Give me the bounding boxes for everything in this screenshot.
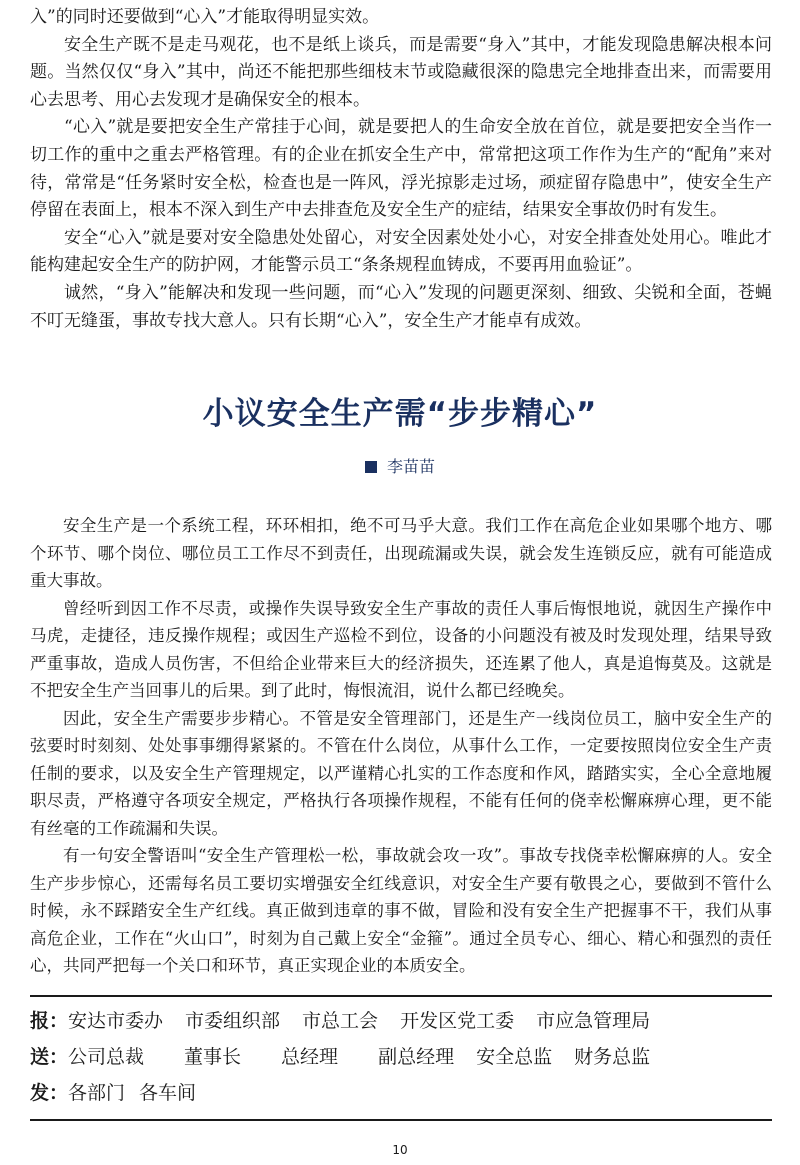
recipient: 市应急管理局	[536, 1010, 651, 1032]
issue-to-row	[30, 1075, 772, 1111]
recipient: 各车间	[139, 1082, 197, 1104]
article-body	[30, 512, 772, 980]
recipient: 安全总监	[476, 1046, 553, 1068]
recipient: 董事长	[184, 1046, 242, 1068]
send-to-row	[30, 1039, 772, 1075]
square-bullet-icon	[365, 461, 377, 473]
report-to-row	[30, 1003, 772, 1039]
paragraph: 有一句安全警语叫“安全生产管理松一松，事故就会攻一攻”。事故专找侥幸松懈麻痹的人。安全生产步步惊心，还需每名员工要切实增强安全红线意识，对安全生产要有敬畏之心，要做到不管什么时候，永不踩踏安全生产红线。真正做到违章的事不做，冒险和没有安全生产把握事不干，我们从事高危企业，工作在“火山口”，时刻为自己戴上安全“金箍”。通过全员专心、细心、精心和强烈的责任心，共同严把每一个关口和环节，真正实现企业的本质安全。	[30, 846, 772, 975]
previous-article	[30, 4, 772, 335]
recipient: 各部门	[68, 1082, 126, 1104]
report-label: 报：	[30, 1010, 69, 1032]
article-title: 小议安全生产需“步步精心”	[202, 396, 598, 432]
paragraph: 入”的同时还要做到“心入”才能取得明显实效。	[30, 7, 380, 27]
recipient: 副总经理	[378, 1046, 455, 1068]
recipient: 安达市委办	[68, 1010, 164, 1032]
paragraph: 因此，安全生产需要步步精心。不管是安全管理部门，还是生产一线岗位员工，脑中安全生产的弦要时时刻刻、处处事事绷得紧紧的。不管在什么岗位，从事什么工作，一定要按照岗位安全生产责任制的要求，以及安全生产管理规定，以严谨精心扎实的工作态度和作风，踏踏实实，全心全意地履职尽责，严格遵守各项安全规定，严格执行各项操作规程，不能有任何的侥幸松懈麻痹心理，更不能有丝毫的工作疏漏和失误。	[30, 708, 772, 838]
page-number: 10	[392, 1143, 408, 1157]
recipient: 市总工会	[302, 1010, 379, 1032]
paragraph: 曾经听到因工作不尽责，或操作失误导致安全生产事故的责任人事后悔恨地说，就因生产操作中马虎，走捷径，违反操作规程；或因生产巡检不到位，设备的小问题没有被及时发现处理，结果导致严重事故，造成人员伤害，不但给企业带来巨大的经济损失，还连累了他人，真是追悔莫及。这就是不把安全生产当回事儿的后果。到了此时，悔恨流泪，说什么都已经晚矣。	[30, 598, 772, 700]
paragraph: 安全“心入”就是要对安全隐患处处留心，对安全因素处处小心，对安全排查处处用心。唯此才能构建起安全生产的防护网，才能警示员工“条条规程血铸成，不要再用血验证”。	[30, 227, 772, 276]
recipient: 总经理	[281, 1046, 339, 1068]
paragraph: 安全生产是一个系统工程，环环相扣，绝不可马乎大意。我们工作在高危企业如果哪个地方、哪个环节、哪个岗位、哪位员工工作尽不到责任，出现疏漏或失误，就会发生连锁反应，就有可能造成重大事故。	[30, 516, 772, 590]
paragraph: 诚然，“身入”能解决和发现一些问题，而“心入”发现的问题更深刻、细致、尖锐和全面，苍蝇不叮无缝蛋，事故专找大意人。只有长期“心入”，安全生产才能卓有成效。	[30, 282, 772, 331]
recipient: 财务总监	[574, 1046, 651, 1068]
paragraph: 安全生产既不是走马观花，也不是纸上谈兵，而是需要“身入”其中，才能发现隐患解决根本问题。当然仅仅“身入”其中，尚还不能把那些细枝末节或隐藏很深的隐患完全地排查出来，而需要用心去思考、用心去发现才是确保安全的根本。	[30, 34, 772, 110]
issue-label: 发：	[30, 1082, 69, 1104]
send-label: 送：	[30, 1046, 69, 1068]
author-name: 李苗苗	[386, 457, 435, 476]
recipient: 市委组织部	[185, 1010, 281, 1032]
recipient: 开发区党工委	[400, 1010, 515, 1032]
distribution-list	[30, 995, 772, 1121]
byline	[0, 454, 800, 477]
paragraph: “心入”就是要把安全生产常挂于心间，就是要把人的生命安全放在首位，就是要把安全当作一切工作的重中之重去严格管理。有的企业在抓安全生产中，常常把这项工作作为生产的“配角”来对待，常常是“任务紧时安全松，检查也是一阵风，浮光掠影走过场，顽症留存隐患中”，使安全生产停留在表面上，根本不深入到生产中去排查危及安全生产的症结，结果安全事故仍时有发生。	[30, 117, 772, 221]
recipient: 公司总裁	[68, 1046, 145, 1068]
